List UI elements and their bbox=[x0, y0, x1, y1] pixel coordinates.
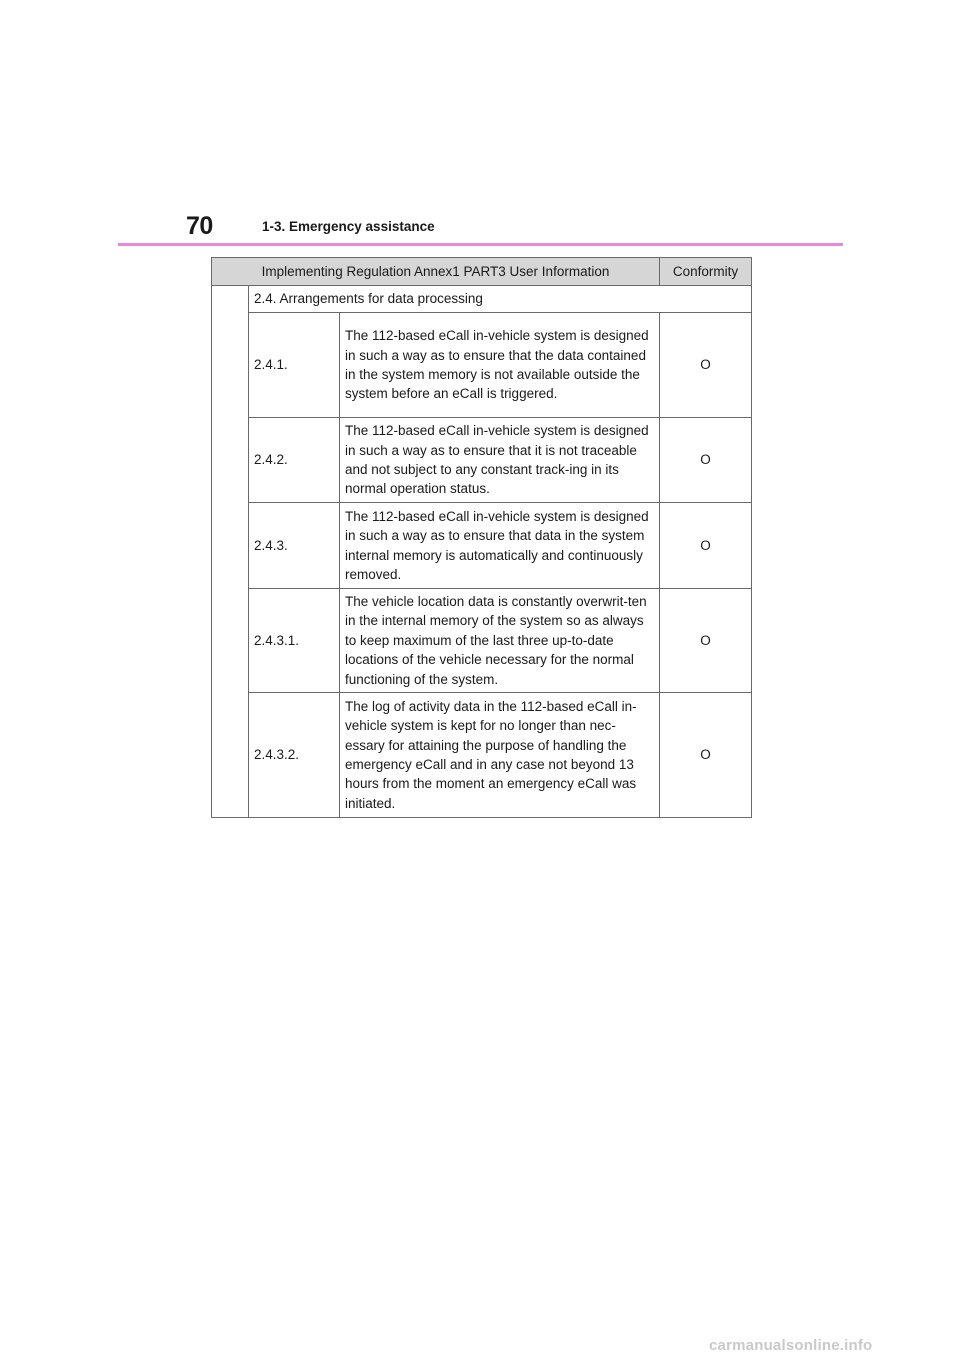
table-row bbox=[212, 313, 752, 418]
conformity-mark: O bbox=[660, 503, 752, 589]
clause-text: The vehicle location data is constantly overwrit-ten in the internal memory of the system so as always to keep maximum of the last three up-to-date locations of the vehicle necessary for the normal functioning of the system. bbox=[340, 589, 660, 693]
user-information-table bbox=[211, 257, 752, 818]
indent-cell bbox=[212, 286, 249, 818]
conformity-column-header: Conformity bbox=[660, 258, 752, 286]
table-row bbox=[212, 503, 752, 589]
page-number: 70 bbox=[186, 212, 213, 240]
clause-text: The log of activity data in the 112-based eCall in-vehicle system is kept for no longer than nec-essary for attaining the purpose of handling the emergency eCall and in any case not beyond 13 hours from the moment an emergency eCall was initiated. bbox=[340, 693, 660, 818]
information-column-header: Implementing Regulation Annex1 PART3 User Information bbox=[212, 258, 660, 286]
section-title: 1-3. Emergency assistance bbox=[262, 219, 435, 234]
clause-number: 2.4.3.1. bbox=[249, 589, 340, 693]
header-divider bbox=[118, 243, 843, 246]
clause-text: The 112-based eCall in-vehicle system is designed in such a way as to ensure that the data contained in the system memory is not available outside the system before an eCall is triggered. bbox=[340, 313, 660, 418]
watermark: carmanualsonline.info bbox=[709, 1337, 873, 1354]
table-row bbox=[212, 693, 752, 818]
table-row bbox=[212, 589, 752, 693]
clause-text: The 112-based eCall in-vehicle system is designed in such a way as to ensure that data in the system internal memory is automatically and continuously removed. bbox=[340, 503, 660, 589]
table-header-row bbox=[212, 258, 752, 286]
table-subheading-row bbox=[212, 286, 752, 313]
conformity-mark: O bbox=[660, 313, 752, 418]
clause-text: The 112-based eCall in-vehicle system is designed in such a way as to ensure that it is not traceable and not subject to any constant track-ing in its normal operation status. bbox=[340, 418, 660, 503]
clause-number: 2.4.2. bbox=[249, 418, 340, 503]
conformity-mark: O bbox=[660, 418, 752, 503]
conformity-mark: O bbox=[660, 589, 752, 693]
table-row bbox=[212, 418, 752, 503]
conformity-mark: O bbox=[660, 693, 752, 818]
subheading: 2.4. Arrangements for data processing bbox=[249, 286, 752, 313]
clause-number: 2.4.1. bbox=[249, 313, 340, 418]
clause-number: 2.4.3. bbox=[249, 503, 340, 589]
clause-number: 2.4.3.2. bbox=[249, 693, 340, 818]
